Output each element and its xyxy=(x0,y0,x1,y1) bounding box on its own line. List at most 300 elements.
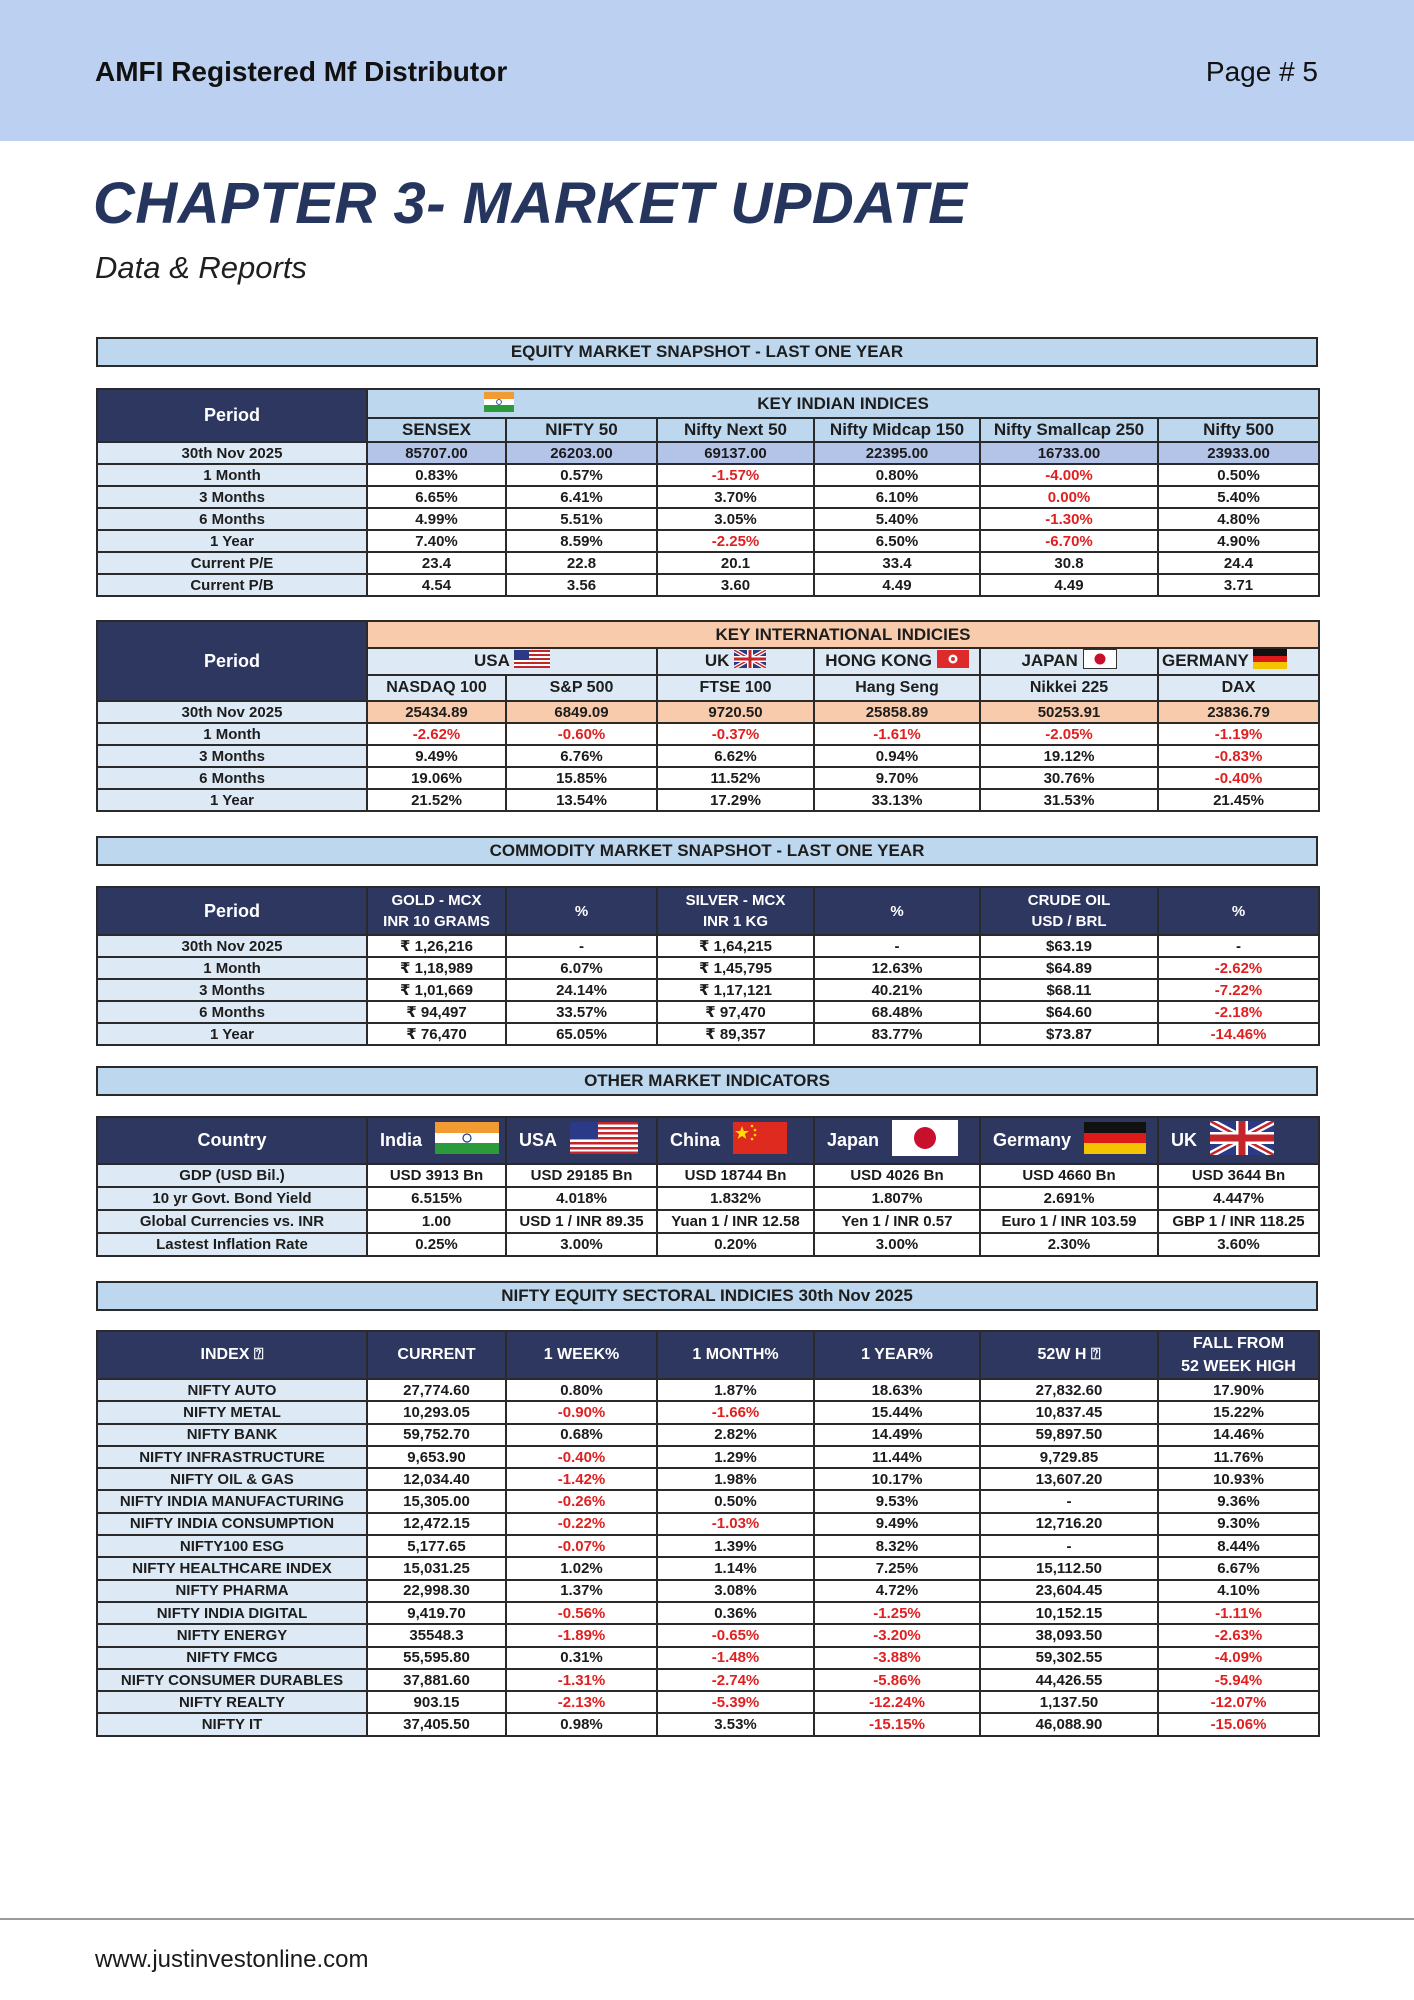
row-label: NIFTY REALTY xyxy=(97,1691,367,1713)
table-cell: 4.99% xyxy=(367,508,506,530)
table-cell: 3.71 xyxy=(1158,574,1319,596)
index-column-header: Nifty Next 50 xyxy=(657,418,814,442)
index-column-header: NIFTY 50 xyxy=(506,418,657,442)
table-cell: 17.29% xyxy=(657,789,814,811)
country-usa: USA xyxy=(367,648,657,675)
row-label: 1 Month xyxy=(97,723,367,745)
table-cell: 3.08% xyxy=(657,1580,814,1602)
table-cell: -0.40% xyxy=(1158,767,1319,789)
table-cell: ₹ 94,497 xyxy=(367,1001,506,1023)
page-number: Page # 5 xyxy=(1205,56,1318,87)
table-cell: 83.77% xyxy=(814,1023,980,1045)
row-label: GDP (USD Bil.) xyxy=(97,1164,367,1187)
table-cell: 0.50% xyxy=(657,1490,814,1512)
row-label: 30th Nov 2025 xyxy=(97,442,367,464)
table-cell: -1.25% xyxy=(814,1602,980,1624)
table-cell: 6.515% xyxy=(367,1187,506,1210)
table-row xyxy=(97,1513,1319,1535)
table-cell: 2.30% xyxy=(980,1233,1158,1256)
table-row xyxy=(97,1424,1319,1446)
table-row xyxy=(97,1446,1319,1468)
table-cell: - xyxy=(980,1535,1158,1557)
chapter-subtitle: Data & Reports xyxy=(95,250,307,285)
table-cell: 15.85% xyxy=(506,767,657,789)
table-cell: 903.15 xyxy=(367,1691,506,1713)
row-label: NIFTY100 ESG xyxy=(97,1535,367,1557)
sectoral-banner: NIFTY EQUITY SECTORAL INDICIES 30th Nov 2025 xyxy=(96,1281,1318,1311)
table-cell: -15.15% xyxy=(814,1713,980,1735)
table-row xyxy=(97,1490,1319,1512)
table-cell: 2.691% xyxy=(980,1187,1158,1210)
table-cell: -2.18% xyxy=(1158,1001,1319,1023)
table-cell: -0.22% xyxy=(506,1513,657,1535)
table-cell: 19.06% xyxy=(367,767,506,789)
table-cell: 25858.89 xyxy=(814,701,980,723)
row-label: 6 Months xyxy=(97,508,367,530)
table-cell: -5.39% xyxy=(657,1691,814,1713)
table-cell: 5.51% xyxy=(506,508,657,530)
hk-flag-icon xyxy=(937,650,969,673)
table-cell: -1.48% xyxy=(657,1647,814,1669)
table-row xyxy=(97,1580,1319,1602)
indian-indices-group-header xyxy=(367,389,1319,418)
table-cell: 12,034.40 xyxy=(367,1468,506,1490)
table-cell: 0.31% xyxy=(506,1647,657,1669)
japan-flag-icon xyxy=(892,1120,958,1161)
table-cell: 33.57% xyxy=(506,1001,657,1023)
uk-flag-icon xyxy=(734,650,766,673)
table-row xyxy=(97,530,1319,552)
country-usa: USA xyxy=(506,1117,657,1164)
table-cell: 7.25% xyxy=(814,1557,980,1579)
table-cell: 22395.00 xyxy=(814,442,980,464)
table-cell: 10,152.15 xyxy=(980,1602,1158,1624)
row-label: Lastest Inflation Rate xyxy=(97,1233,367,1256)
table-row xyxy=(97,1691,1319,1713)
table-cell: 6.65% xyxy=(367,486,506,508)
row-label: 6 Months xyxy=(97,1001,367,1023)
table-row xyxy=(97,1647,1319,1669)
table-cell: -1.66% xyxy=(657,1401,814,1423)
table-cell: ₹ 76,470 xyxy=(367,1023,506,1045)
table-row xyxy=(97,701,1319,723)
table-cell: ₹ 1,18,989 xyxy=(367,957,506,979)
table-cell: -4.09% xyxy=(1158,1647,1319,1669)
table-cell: 3.05% xyxy=(657,508,814,530)
country-uk: UK xyxy=(1158,1117,1319,1164)
row-label: NIFTY BANK xyxy=(97,1424,367,1446)
table-cell: 46,088.90 xyxy=(980,1713,1158,1735)
period-header: Period xyxy=(97,887,367,935)
table-cell: 9.49% xyxy=(367,745,506,767)
table-cell: 4.49 xyxy=(814,574,980,596)
row-label: NIFTY INDIA DIGITAL xyxy=(97,1602,367,1624)
table-cell: 6.10% xyxy=(814,486,980,508)
table-cell: - xyxy=(1158,935,1319,957)
table-cell: 12.63% xyxy=(814,957,980,979)
table-cell: ₹ 1,17,121 xyxy=(657,979,814,1001)
table-cell: 1.29% xyxy=(657,1446,814,1468)
table-cell: -0.40% xyxy=(506,1446,657,1468)
table-cell: 5.40% xyxy=(814,508,980,530)
table-cell: ₹ 1,26,216 xyxy=(367,935,506,957)
table-cell: -7.22% xyxy=(1158,979,1319,1001)
table-cell: -2.62% xyxy=(367,723,506,745)
table-cell: 13.54% xyxy=(506,789,657,811)
table-cell: -15.06% xyxy=(1158,1713,1319,1735)
table-cell: 9,419.70 xyxy=(367,1602,506,1624)
table-cell: -5.94% xyxy=(1158,1669,1319,1691)
table-cell: 3.70% xyxy=(657,486,814,508)
row-label: 1 Month xyxy=(97,464,367,486)
table-cell: ₹ 1,01,669 xyxy=(367,979,506,1001)
row-label: 10 yr Govt. Bond Yield xyxy=(97,1187,367,1210)
table-cell: $64.89 xyxy=(980,957,1158,979)
table-cell: -1.11% xyxy=(1158,1602,1319,1624)
header-line: INR 10 GRAMS xyxy=(383,913,490,930)
table-cell: -1.30% xyxy=(980,508,1158,530)
table-cell: - xyxy=(980,1490,1158,1512)
country-china: China xyxy=(657,1117,814,1164)
country-germany: Germany xyxy=(980,1117,1158,1164)
table-cell: -1.89% xyxy=(506,1624,657,1646)
table-cell: 4.54 xyxy=(367,574,506,596)
row-label: NIFTY METAL xyxy=(97,1401,367,1423)
row-label: Current P/B xyxy=(97,574,367,596)
table-cell: 24.14% xyxy=(506,979,657,1001)
table-cell: 8.59% xyxy=(506,530,657,552)
table-cell: GBP 1 / INR 118.25 xyxy=(1158,1210,1319,1233)
table-cell: 0.98% xyxy=(506,1713,657,1735)
table-cell: 22,998.30 xyxy=(367,1580,506,1602)
country-japan: JAPAN xyxy=(980,648,1158,675)
table-cell: 9720.50 xyxy=(657,701,814,723)
table-cell: -0.07% xyxy=(506,1535,657,1557)
header-line: % xyxy=(1231,902,1246,920)
footer-divider xyxy=(0,1918,1414,1920)
table-cell: 4.49 xyxy=(980,574,1158,596)
table-cell: 9,729.85 xyxy=(980,1446,1158,1468)
52w-high-header: 52W H ⍰ xyxy=(980,1331,1158,1379)
table-cell: 7.40% xyxy=(367,530,506,552)
table-row xyxy=(97,486,1319,508)
row-label: 30th Nov 2025 xyxy=(97,935,367,957)
table-cell: Euro 1 / INR 103.59 xyxy=(980,1210,1158,1233)
table-cell: -1.31% xyxy=(506,1669,657,1691)
table-cell: 10.17% xyxy=(814,1468,980,1490)
row-label: 1 Year xyxy=(97,789,367,811)
japan-flag-icon xyxy=(1083,649,1117,674)
chapter-title: CHAPTER 3- MARKET UPDATE xyxy=(93,171,968,236)
table-row xyxy=(97,1669,1319,1691)
table-cell: 38,093.50 xyxy=(980,1624,1158,1646)
table-cell: 9.49% xyxy=(814,1513,980,1535)
header-line: INR 1 KG xyxy=(702,913,768,930)
index-column-header: Nifty Midcap 150 xyxy=(814,418,980,442)
table-cell: 1.37% xyxy=(506,1580,657,1602)
country-japan: Japan xyxy=(814,1117,980,1164)
table-row xyxy=(97,574,1319,596)
header-line: % xyxy=(574,902,589,920)
table-cell: -5.86% xyxy=(814,1669,980,1691)
table-cell: 3.60% xyxy=(1158,1233,1319,1256)
row-label: 30th Nov 2025 xyxy=(97,701,367,723)
table-cell: 0.57% xyxy=(506,464,657,486)
table-row xyxy=(97,1624,1319,1646)
table-cell: 6.50% xyxy=(814,530,980,552)
table-cell: $63.19 xyxy=(980,935,1158,957)
table-cell: 10,837.45 xyxy=(980,1401,1158,1423)
index-column-header: Hang Seng xyxy=(814,675,980,701)
table-cell: - xyxy=(506,935,657,957)
table-cell: 23933.00 xyxy=(1158,442,1319,464)
header-line: CRUDE OIL xyxy=(1027,892,1111,909)
table-row xyxy=(97,1535,1319,1557)
row-label: NIFTY FMCG xyxy=(97,1647,367,1669)
table-cell: 4.447% xyxy=(1158,1187,1319,1210)
row-label: NIFTY HEALTHCARE INDEX xyxy=(97,1557,367,1579)
table-cell: 20.1 xyxy=(657,552,814,574)
table-cell: 44,426.55 xyxy=(980,1669,1158,1691)
country-germany: GERMANY xyxy=(1158,648,1319,675)
index-column-header: DAX xyxy=(1158,675,1319,701)
index-column-header: FTSE 100 xyxy=(657,675,814,701)
row-label: NIFTY AUTO xyxy=(97,1379,367,1401)
table-cell: -1.19% xyxy=(1158,723,1319,745)
table-cell: 37,405.50 xyxy=(367,1713,506,1735)
table-cell: -1.03% xyxy=(657,1513,814,1535)
table-cell: 0.25% xyxy=(367,1233,506,1256)
table-cell: ₹ 1,45,795 xyxy=(657,957,814,979)
table-cell: 1.39% xyxy=(657,1535,814,1557)
table-cell: 1.807% xyxy=(814,1187,980,1210)
table-cell: 8.32% xyxy=(814,1535,980,1557)
row-label: NIFTY INFRASTRUCTURE xyxy=(97,1446,367,1468)
table-cell: -2.13% xyxy=(506,1691,657,1713)
table-cell: 1.00 xyxy=(367,1210,506,1233)
table-cell: 24.4 xyxy=(1158,552,1319,574)
table-cell: 69137.00 xyxy=(657,442,814,464)
table-cell: 6.07% xyxy=(506,957,657,979)
table-row xyxy=(97,1557,1319,1579)
table-cell: 3.60 xyxy=(657,574,814,596)
indian-indices-table xyxy=(96,388,1320,597)
table-cell: ₹ 89,357 xyxy=(657,1023,814,1045)
table-cell: -0.37% xyxy=(657,723,814,745)
index-column-header: NASDAQ 100 xyxy=(367,675,506,701)
table-cell: 15.44% xyxy=(814,1401,980,1423)
table-row xyxy=(97,745,1319,767)
indian-indices-title: KEY INDIAN INDICES xyxy=(757,393,929,413)
table-row xyxy=(97,464,1319,486)
table-row xyxy=(97,1401,1319,1423)
row-label: NIFTY OIL & GAS xyxy=(97,1468,367,1490)
table-cell: 37,881.60 xyxy=(367,1669,506,1691)
table-cell: 9,653.90 xyxy=(367,1446,506,1468)
us-flag-icon xyxy=(570,1122,638,1159)
table-cell: -0.56% xyxy=(506,1602,657,1624)
table-cell: 4.10% xyxy=(1158,1580,1319,1602)
table-row xyxy=(97,1379,1319,1401)
table-cell: 68.48% xyxy=(814,1001,980,1023)
table-cell: 1,137.50 xyxy=(980,1691,1158,1713)
table-cell: 25434.89 xyxy=(367,701,506,723)
table-cell: 23836.79 xyxy=(1158,701,1319,723)
row-label: NIFTY IT xyxy=(97,1713,367,1735)
table-cell: 50253.91 xyxy=(980,701,1158,723)
table-cell: 6.41% xyxy=(506,486,657,508)
table-row xyxy=(97,1187,1319,1210)
row-label: 1 Year xyxy=(97,530,367,552)
header-line: USD / BRL xyxy=(1031,913,1107,930)
index-header: INDEX ⍰ xyxy=(97,1331,367,1379)
equity-banner: EQUITY MARKET SNAPSHOT - LAST ONE YEAR xyxy=(96,337,1318,367)
table-row xyxy=(97,723,1319,745)
table-cell: 3.53% xyxy=(657,1713,814,1735)
table-cell: 30.8 xyxy=(980,552,1158,574)
index-column-header: SENSEX xyxy=(367,418,506,442)
table-row xyxy=(97,935,1319,957)
table-cell: 17.90% xyxy=(1158,1379,1319,1401)
table-cell: 27,832.60 xyxy=(980,1379,1158,1401)
germany-flag-icon xyxy=(1084,1122,1146,1159)
fall-from-high-header: FALL FROM 52 WEEK HIGH xyxy=(1158,1331,1319,1379)
row-label: Current P/E xyxy=(97,552,367,574)
row-label: 3 Months xyxy=(97,979,367,1001)
table-cell: 33.13% xyxy=(814,789,980,811)
table-cell: 0.50% xyxy=(1158,464,1319,486)
table-cell: 5.40% xyxy=(1158,486,1319,508)
table-cell: USD 3644 Bn xyxy=(1158,1164,1319,1187)
commodity-banner: COMMODITY MARKET SNAPSHOT - LAST ONE YEAR xyxy=(96,836,1318,866)
commodity-column-header xyxy=(367,887,506,935)
table-cell: ₹ 1,64,215 xyxy=(657,935,814,957)
table-row xyxy=(97,767,1319,789)
table-cell: 1.98% xyxy=(657,1468,814,1490)
table-cell: 59,752.70 xyxy=(367,1424,506,1446)
table-cell: -1.57% xyxy=(657,464,814,486)
table-row xyxy=(97,1602,1319,1624)
table-cell: 8.44% xyxy=(1158,1535,1319,1557)
table-cell: Yuan 1 / INR 12.58 xyxy=(657,1210,814,1233)
footer-url: www.justinvestonline.com xyxy=(95,1946,369,1973)
table-cell: 59,897.50 xyxy=(980,1424,1158,1446)
table-cell: 11.52% xyxy=(657,767,814,789)
table-cell: -12.07% xyxy=(1158,1691,1319,1713)
table-row xyxy=(97,508,1319,530)
table-cell: 4.90% xyxy=(1158,530,1319,552)
international-indices-title: KEY INTERNATIONAL INDICIES xyxy=(367,621,1319,648)
table-cell: 13,607.20 xyxy=(980,1468,1158,1490)
table-cell: $73.87 xyxy=(980,1023,1158,1045)
row-label: Global Currencies vs. INR xyxy=(97,1210,367,1233)
table-cell: -1.42% xyxy=(506,1468,657,1490)
country-hong-kong: HONG KONG xyxy=(814,648,980,675)
table-cell: 0.83% xyxy=(367,464,506,486)
table-row xyxy=(97,789,1319,811)
table-cell: 16733.00 xyxy=(980,442,1158,464)
table-cell: 9.36% xyxy=(1158,1490,1319,1512)
table-cell: 0.80% xyxy=(814,464,980,486)
table-cell: 14.49% xyxy=(814,1424,980,1446)
table-cell: 23,604.45 xyxy=(980,1580,1158,1602)
week-header: 1 WEEK% xyxy=(506,1331,657,1379)
period-header: Period xyxy=(97,621,367,701)
table-cell: 10,293.05 xyxy=(367,1401,506,1423)
table-cell: -0.65% xyxy=(657,1624,814,1646)
country-header: Country xyxy=(97,1117,367,1164)
table-cell: USD 1 / INR 89.35 xyxy=(506,1210,657,1233)
indicators-banner: OTHER MARKET INDICATORS xyxy=(96,1066,1318,1096)
current-header: CURRENT xyxy=(367,1331,506,1379)
table-cell: 15.22% xyxy=(1158,1401,1319,1423)
commodity-column-header xyxy=(657,887,814,935)
table-cell: -0.60% xyxy=(506,723,657,745)
table-cell: $68.11 xyxy=(980,979,1158,1001)
sectoral-indices-table xyxy=(96,1330,1320,1737)
table-cell: 21.45% xyxy=(1158,789,1319,811)
table-cell: Yen 1 / INR 0.57 xyxy=(814,1210,980,1233)
table-cell: 15,031.25 xyxy=(367,1557,506,1579)
table-cell: 0.80% xyxy=(506,1379,657,1401)
table-cell: -3.20% xyxy=(814,1624,980,1646)
header-distributor-title: AMFI Registered Mf Distributor xyxy=(95,56,508,87)
table-cell: 22.8 xyxy=(506,552,657,574)
header-line: % xyxy=(890,902,904,920)
table-cell: 2.82% xyxy=(657,1424,814,1446)
table-row xyxy=(97,442,1319,464)
table-cell: 5,177.65 xyxy=(367,1535,506,1557)
row-label: 1 Month xyxy=(97,957,367,979)
row-label: NIFTY INDIA MANUFACTURING xyxy=(97,1490,367,1512)
row-label: NIFTY CONSUMER DURABLES xyxy=(97,1669,367,1691)
table-cell: USD 4660 Bn xyxy=(980,1164,1158,1187)
table-cell: -3.88% xyxy=(814,1647,980,1669)
table-cell: 11.44% xyxy=(814,1446,980,1468)
table-cell: 85707.00 xyxy=(367,442,506,464)
table-cell: 9.70% xyxy=(814,767,980,789)
table-row xyxy=(97,1468,1319,1490)
table-cell: 12,472.15 xyxy=(367,1513,506,1535)
table-cell: 15,305.00 xyxy=(367,1490,506,1512)
table-cell: 21.52% xyxy=(367,789,506,811)
table-cell: 40.21% xyxy=(814,979,980,1001)
commodity-column-header xyxy=(1158,887,1319,935)
table-cell: -14.46% xyxy=(1158,1023,1319,1045)
uk-flag-icon xyxy=(1210,1121,1274,1160)
table-cell: 1.02% xyxy=(506,1557,657,1579)
table-cell: ₹ 97,470 xyxy=(657,1001,814,1023)
table-cell: 55,595.80 xyxy=(367,1647,506,1669)
commodity-column-header xyxy=(980,887,1158,935)
country-uk: UK xyxy=(657,648,814,675)
table-cell: 31.53% xyxy=(980,789,1158,811)
table-cell: 19.12% xyxy=(980,745,1158,767)
table-cell: -1.61% xyxy=(814,723,980,745)
table-row xyxy=(97,1713,1319,1735)
table-cell: -4.00% xyxy=(980,464,1158,486)
us-flag-icon xyxy=(514,650,550,673)
year-header: 1 YEAR% xyxy=(814,1331,980,1379)
period-header: Period xyxy=(97,389,367,442)
row-label: NIFTY PHARMA xyxy=(97,1580,367,1602)
table-cell: 6.67% xyxy=(1158,1557,1319,1579)
table-cell: 26203.00 xyxy=(506,442,657,464)
table-cell: 4.80% xyxy=(1158,508,1319,530)
table-cell: -0.83% xyxy=(1158,745,1319,767)
india-flag-icon xyxy=(484,392,514,417)
header-line: SILVER - MCX xyxy=(685,892,786,909)
